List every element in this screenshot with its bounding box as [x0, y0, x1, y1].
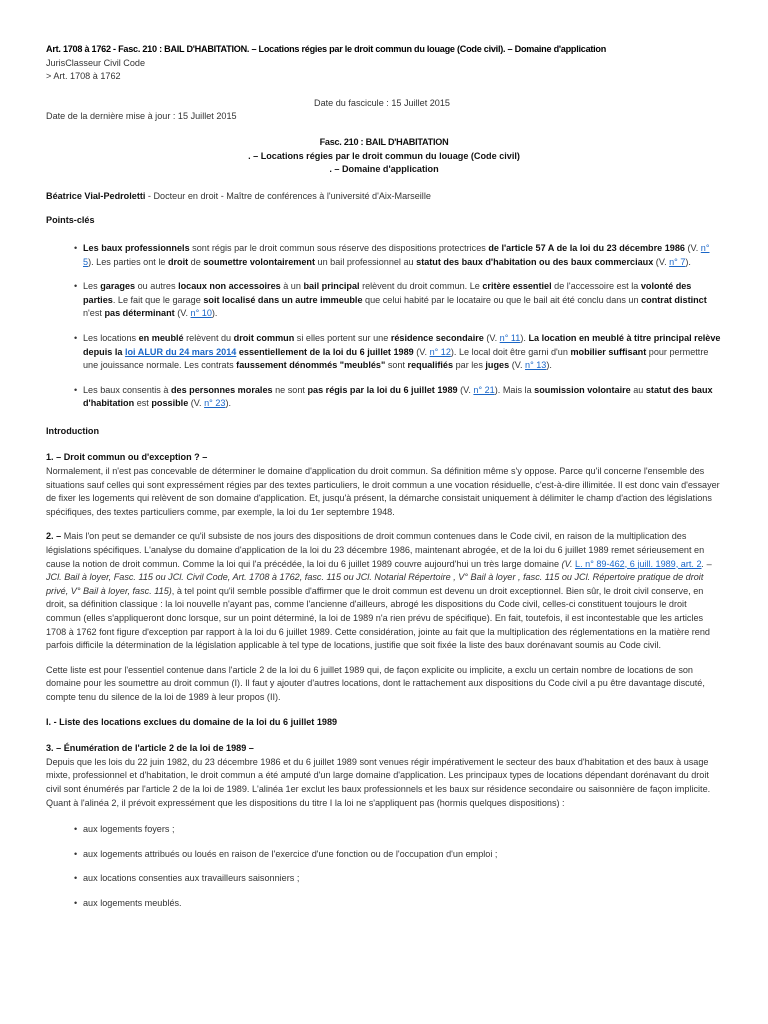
paragraph-2 — [46, 530, 722, 652]
paragraph-3: Cette liste est pour l'essentiel contenue dans l'article 2 de la loi du 6 juillet 1989 qui, de façon explicite ou implicite, a exclu un certain nombre de locations de son domaine pour les soumettre au droit commun (I). Il faut y ajouter d'autres locations, dont le rattachement aux dispositions du Code civil a pu être davantage discuté, compte tenu du silence de la loi de 1989 à leur propos (II). — [46, 664, 705, 702]
section-1-text: Normalement, il n'est pas concevable de déterminer le domaine d'application du droit commun. Sa définition même s'y oppose. Parce qu'il concerne l'ensemble des situations sauf celles qui sont expressément régies par des textes particuliers, le droit commun a une vocation résiduelle, c'est-à-dire illimitée. Il est donc vain d'essayer de fixer les logements qui relèvent de son domaine d'application. Et, jusqu'à présent, la démarche consistait uniquement à délimiter le champ d'action des législations spécifiques, des textes particuliers comme, par exemple, la loi du 1er septembre 1948. — [46, 466, 720, 517]
ref-link-n7[interactable]: n° 7 — [669, 256, 686, 267]
fasc-line-1: Fasc. 210 : BAIL D'HABITATION — [319, 136, 449, 147]
section-2-ref-rest: . – JCl. Bail à loyer, Fasc. 115 ou JCl. Civil Code, Art. 1708 à 1762, fasc. 115 ou JCl. Notarial Répertoire , V° Bail à loyer , fasc. 115 ou JCl. Répertoire pratique de droit privé, V° Bail à loyer, fasc. 115) — [46, 558, 712, 596]
ref-link-n5[interactable]: n° 5 — [83, 242, 710, 267]
fasc-line-3: . – Domaine d'application — [329, 164, 439, 175]
loi-1989-link[interactable]: L. n° 89-462, 6 juill. 1989, art. 2 — [575, 558, 702, 569]
ref-link-n23[interactable]: n° 23 — [204, 398, 226, 409]
part-1-heading: I. - Liste des locations exclues du domaine de la loi du 6 juillet 1989 — [46, 716, 338, 727]
exclusions-list — [46, 823, 722, 910]
points-cles-heading: Points-clés — [46, 215, 95, 226]
breadcrumb: > Art. 1708 à 1762 — [46, 71, 121, 82]
list-item: • Les garages ou autres locaux non accessoires à un bail principal relèvent du droit commun. Le critère essentiel de l'accessoire est la volonté des parties. Le fait que le garage soit localisé dans un autre immeuble que celui habité par le locataire ou que le bail ait été conclu dans un contrat distinct n'est pas déterminant (V. n° 10). — [46, 280, 722, 321]
ref-link-n10[interactable]: n° 10 — [190, 308, 212, 319]
author-role: - Docteur en droit - Maître de conférences à l'université d'Aix-Marseille — [145, 190, 431, 201]
list-item: • Les baux professionnels sont régis par le droit commun sous réserve des dispositions protectrices de l'article 57 A de la loi du 23 décembre 1986 (V. n° 5). Les parties ont le droit de soumettre volontairement un bail professionnel au statut des baux d'habitation ou des baux commerciaux (V. n° 7). — [46, 242, 722, 269]
paragraph-1 — [46, 451, 722, 519]
section-2-number: 2. – — [46, 531, 62, 542]
section-3-heading: 3. – Énumération de l'article 2 de la loi de 1989 – — [46, 743, 254, 754]
ref-link-n13[interactable]: n° 13 — [525, 360, 547, 371]
introduction-heading: Introduction — [46, 425, 100, 436]
list-item: • Les locations en meublé relèvent du droit commun si elles portent sur une résidence secondaire (V. n° 11). La location en meublé à titre principal relève depuis la loi ALUR du 24 mars 2014 essentiellement de la loi du 6 juillet 1989 (V. n° 12). Le local doit être garni d'un mobilier suffisant pour permettre une jouissance normale. Les contrats faussement dénommés "meublés" sont requalifiés par les juges (V. n° 13). — [46, 332, 722, 373]
source-name: JurisClasseur Civil Code — [46, 57, 146, 68]
section-3-text: Depuis que les lois du 22 juin 1982, du 23 décembre 1986 et du 6 juillet 1989 sont venues régir impérativement le secteur des baux d'habitation et des baux à usage mixte, professionnel et d'habitation, le droit commun a été amputé d'un large domaine d'application. Les principaux types de locations dépendant dorénavant du droit civil sont énumérés par l'article 2 de la loi de 1989. L'alinéa 1er exclut les baux professionnels et les baux sur résidence secondaire ou saisonnière de façon implicite. Quant à l'alinéa 2, il prévoit expressément que les dispositions du titre I la loi ne s'appliquent pas (hormis quelques dispositions) : — [46, 756, 711, 808]
ref-link-n21[interactable]: n° 21 — [473, 384, 495, 395]
list-item: • Les baux consentis à des personnes morales ne sont pas régis par la loi du 6 juillet 1989 (V. n° 21). Mais la soumission volontaire au statut des baux d'habitation est possible (V. n° 23). — [46, 384, 722, 411]
section-2-text-b: , à tel point qu'il semble possible d'affirmer que le droit commun est devenu un droit exceptionnel. Bien sûr, le droit civil conserve, en droit, sa définition classique : la loi nouvelle n'ayant pas, comme l'ancienne d'ailleurs, abrogé les dispositions du Code civil, celles-ci constituent toujours le droit commun (elles s'appliqueront donc lorsque, sur un point déterminé, la loi de 1989 n'a rien prévu de spécifique). En fait, toutefois, il est incontestable que les articles 1708 à 1762 font figure d'exception par rapport à la loi du 6 juillet 1989. Cette considération, jointe au fait que la multiplication des réglementations en la matière rend parfois difficile la détermination de la législation applicable à tel type de locations, justifie que soit fixée la liste des baux dorénavant soumis au Code civil. — [46, 585, 710, 651]
section-2-ref-open: (V. — [561, 558, 576, 569]
fascicule-heading — [46, 136, 722, 177]
date-fascicule: Date du fascicule : 15 Juillet 2015 — [314, 97, 450, 108]
list-item: • aux logements meublés. — [46, 897, 722, 911]
section-2-text-a: Mais l'on peut se demander ce qu'il subsiste de nos jours des dispositions de droit commun contenues dans le Code civil, en raison de la multiplication des législations spécifiques. L'analyse du domaine d'application de la loi du 23 décembre 1986, maintenant abrogée, et de la loi du 6 juillet 1989 remet sérieusement en cause la notion de droit commun. Comme la loi qui l'a précédée, la loi du 6 juillet 1989 couvre aujourd'hui un très large domaine — [46, 531, 705, 569]
loi-alur-link[interactable]: loi ALUR du 24 mars 2014 — [124, 346, 237, 357]
section-1-heading: 1. – Droit commun ou d'exception ? – — [46, 452, 208, 463]
paragraph-4 — [46, 742, 722, 810]
points-cles-list — [46, 242, 722, 411]
list-item: • aux logements attribués ou loués en raison de l'exercice d'une fonction ou de l'occupation d'un emploi ; — [46, 848, 722, 862]
ref-link-n11[interactable]: n° 11 — [499, 332, 521, 343]
ref-link-n12[interactable]: n° 12 — [429, 346, 451, 357]
document-title: Art. 1708 à 1762 - Fasc. 210 : BAIL D'HABITATION. – Locations régies par le droit commun du louage (Code civil). – Domaine d'application — [46, 44, 607, 54]
author-name: Béatrice Vial-Pedroletti — [46, 190, 146, 201]
fasc-line-2: . – Locations régies par le droit commun du louage (Code civil) — [248, 150, 520, 161]
list-item: • aux locations consenties aux travailleurs saisonniers ; — [46, 872, 722, 886]
list-item: • aux logements foyers ; — [46, 823, 722, 837]
author-line — [46, 190, 722, 204]
date-last-update: Date de la dernière mise à jour : 15 Juillet 2015 — [46, 111, 237, 122]
